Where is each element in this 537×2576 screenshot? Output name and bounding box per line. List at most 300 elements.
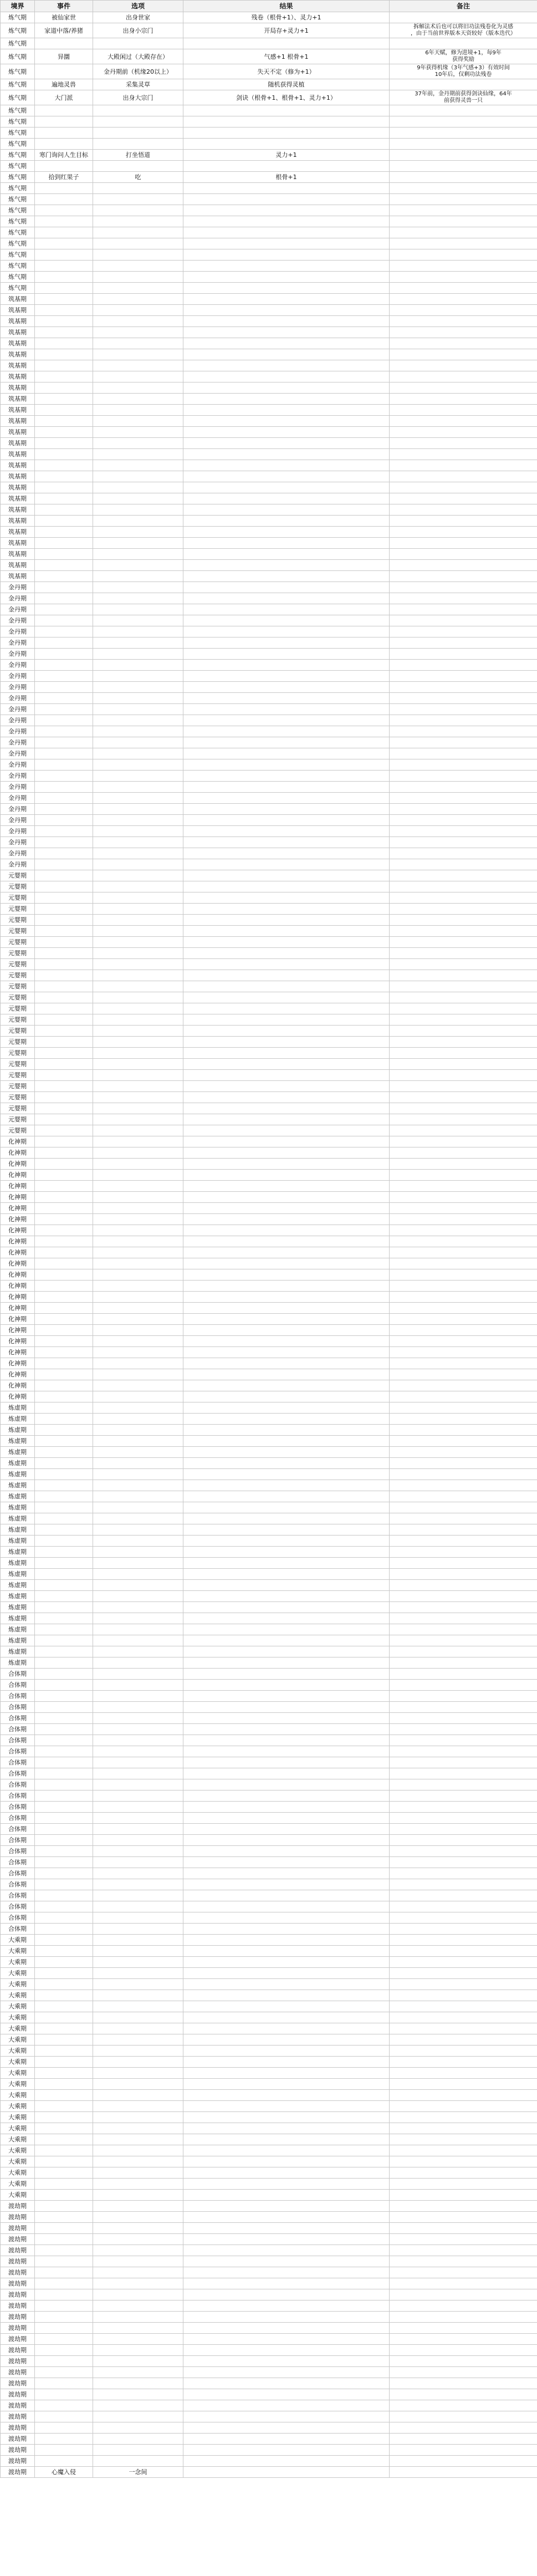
table-row <box>1 2145 537 2156</box>
cell-stage: 合体期 <box>1 1813 35 1824</box>
cell-option <box>93 1414 183 1425</box>
cell-option <box>93 1879 183 1890</box>
cell-note <box>390 2245 537 2256</box>
table-row <box>1 870 537 881</box>
cell-option <box>93 2156 183 2167</box>
cell-stage: 金丹期 <box>1 637 35 649</box>
cell-result <box>183 183 390 194</box>
cell-stage: 大乘期 <box>1 2046 35 2057</box>
cell-result <box>183 460 390 471</box>
cell-note <box>390 1813 537 1824</box>
cell-stage: 渡劫期 <box>1 2356 35 2367</box>
cell-result <box>183 216 390 227</box>
cell-stage: 化神期 <box>1 1325 35 1336</box>
cell-note <box>390 305 537 316</box>
table-row <box>1 1646 537 1657</box>
cell-option <box>93 1724 183 1735</box>
table-row <box>1 2179 537 2190</box>
cell-option <box>93 493 183 504</box>
cell-stage: 渡劫期 <box>1 2300 35 2312</box>
cell-note <box>390 870 537 881</box>
cell-stage: 金丹期 <box>1 793 35 804</box>
cell-result <box>183 1491 390 1502</box>
cell-result <box>183 238 390 249</box>
table-row <box>1 682 537 693</box>
cell-option <box>93 626 183 637</box>
cell-result <box>183 1657 390 1669</box>
table-row <box>1 826 537 837</box>
cell-note <box>390 2112 537 2123</box>
cell-event: 大门派 <box>35 90 93 105</box>
cell-option <box>93 394 183 405</box>
cell-event <box>35 859 93 870</box>
cell-stage: 渡劫期 <box>1 2411 35 2422</box>
table-row <box>1 2057 537 2068</box>
cell-result <box>183 327 390 338</box>
cell-option <box>93 1181 183 1192</box>
cell-option <box>93 2167 183 2179</box>
cell-note <box>390 2134 537 2145</box>
table-row <box>1 460 537 471</box>
cell-event <box>35 1901 93 1912</box>
cell-note <box>390 1657 537 1669</box>
cell-note <box>390 172 537 183</box>
table-row <box>1 981 537 992</box>
cell-result <box>183 2234 390 2245</box>
cell-note <box>390 1591 537 1602</box>
cell-stage: 金丹期 <box>1 671 35 682</box>
cell-note <box>390 1779 537 1791</box>
table-row <box>1 504 537 516</box>
cell-stage: 合体期 <box>1 1802 35 1813</box>
cell-option <box>93 2411 183 2422</box>
cell-event <box>35 2201 93 2212</box>
cell-note <box>390 493 537 504</box>
cell-note <box>390 1857 537 1868</box>
cell-stage: 渡劫期 <box>1 2422 35 2434</box>
cell-event <box>35 1513 93 1524</box>
cell-event: 被仙家世 <box>35 12 93 23</box>
cell-stage: 合体期 <box>1 1757 35 1768</box>
cell-stage: 炼气期 <box>1 183 35 194</box>
cell-note <box>390 1114 537 1125</box>
cell-result <box>183 394 390 405</box>
cell-stage: 元婴期 <box>1 904 35 915</box>
table-row <box>1 327 537 338</box>
cell-stage: 金丹期 <box>1 726 35 737</box>
cell-stage: 大乘期 <box>1 2123 35 2134</box>
cell-stage: 合体期 <box>1 1824 35 1835</box>
cell-stage: 化神期 <box>1 1369 35 1380</box>
cell-stage: 炼虚期 <box>1 1547 35 1558</box>
cell-result <box>183 382 390 394</box>
table-row <box>1 660 537 671</box>
cell-result <box>183 948 390 959</box>
table-row <box>1 79 537 90</box>
cell-event <box>35 2422 93 2434</box>
cell-note <box>390 1003 537 1014</box>
cell-stage: 元婴期 <box>1 1092 35 1103</box>
cell-option <box>93 1901 183 1912</box>
table-row <box>1 937 537 948</box>
cell-result <box>183 1912 390 1924</box>
table-row <box>1 1469 537 1480</box>
table-row <box>1 593 537 604</box>
table-row <box>1 1436 537 1447</box>
cell-stage: 化神期 <box>1 1181 35 1192</box>
cell-stage: 化神期 <box>1 1170 35 1181</box>
cell-event <box>35 305 93 316</box>
cell-event <box>35 1314 93 1325</box>
cell-stage: 元婴期 <box>1 1003 35 1014</box>
cell-event <box>35 416 93 427</box>
cell-note <box>390 1269 537 1281</box>
cell-note <box>390 394 537 405</box>
table-row <box>1 1946 537 1957</box>
table-row <box>1 493 537 504</box>
cell-note <box>390 682 537 693</box>
cell-note <box>390 1402 537 1414</box>
cell-note <box>390 1281 537 1292</box>
cell-option <box>93 482 183 493</box>
table-row <box>1 1502 537 1513</box>
cell-stage: 金丹期 <box>1 748 35 759</box>
cell-option <box>93 1990 183 2001</box>
cell-result <box>183 161 390 172</box>
cell-result <box>183 748 390 759</box>
cell-result <box>183 405 390 416</box>
cell-stage: 金丹期 <box>1 615 35 626</box>
table-row <box>1 2101 537 2112</box>
cell-event <box>35 1414 93 1425</box>
cell-event <box>35 1935 93 1946</box>
cell-option <box>93 2112 183 2123</box>
cell-option <box>93 1536 183 1547</box>
cell-result <box>183 815 390 826</box>
cell-note <box>390 1558 537 1569</box>
cell-stage: 化神期 <box>1 1225 35 1236</box>
cell-result <box>183 582 390 593</box>
cell-result <box>183 926 390 937</box>
cell-result <box>183 283 390 294</box>
cell-option <box>93 2190 183 2201</box>
cell-event <box>35 227 93 238</box>
cell-result <box>183 305 390 316</box>
cell-result <box>183 1979 390 1990</box>
cell-event <box>35 1258 93 1269</box>
cell-event <box>35 2167 93 2179</box>
cell-option <box>93 1314 183 1325</box>
cell-stage: 渡劫期 <box>1 2201 35 2212</box>
cell-stage: 炼虚期 <box>1 1591 35 1602</box>
cell-stage: 金丹期 <box>1 859 35 870</box>
cell-result <box>183 859 390 870</box>
cell-note <box>390 2389 537 2400</box>
table-row <box>1 2234 537 2245</box>
cell-event <box>35 1325 93 1336</box>
cell-option <box>93 1669 183 1680</box>
cell-stage: 化神期 <box>1 1391 35 1402</box>
cell-result <box>183 2167 390 2179</box>
table-row <box>1 1292 537 1303</box>
cell-note <box>390 915 537 926</box>
cell-stage: 金丹期 <box>1 715 35 726</box>
cell-option <box>93 227 183 238</box>
cell-stage: 元婴期 <box>1 948 35 959</box>
table-row <box>1 1236 537 1247</box>
table-row <box>1 970 537 981</box>
table-row <box>1 227 537 238</box>
cell-option <box>93 915 183 926</box>
cell-stage: 炼气期 <box>1 150 35 161</box>
cell-note <box>390 283 537 294</box>
cell-result <box>183 2123 390 2134</box>
cell-event <box>35 2345 93 2356</box>
cell-note <box>390 2312 537 2323</box>
cell-result <box>183 261 390 272</box>
cell-result <box>183 2300 390 2312</box>
cell-option: 出身大宗门 <box>93 90 183 105</box>
cell-note <box>390 626 537 637</box>
cell-result <box>183 1070 390 1081</box>
cell-option <box>93 1059 183 1070</box>
cell-note <box>390 150 537 161</box>
cell-option <box>93 538 183 549</box>
cell-option <box>93 1458 183 1469</box>
cell-result <box>183 2445 390 2456</box>
cell-result <box>183 1702 390 1713</box>
cell-note <box>390 2345 537 2356</box>
cell-result <box>183 1447 390 1458</box>
cell-option <box>93 1136 183 1147</box>
cell-stage: 金丹期 <box>1 604 35 615</box>
cell-result <box>183 870 390 881</box>
cell-result <box>183 249 390 261</box>
cell-stage: 炼虚期 <box>1 1569 35 1580</box>
cell-result <box>183 2312 390 2323</box>
cell-event <box>35 1768 93 1779</box>
table-row <box>1 1613 537 1624</box>
cell-event <box>35 1879 93 1890</box>
cell-stage: 大乘期 <box>1 1957 35 1968</box>
cell-option <box>93 2090 183 2101</box>
cell-option <box>93 815 183 826</box>
cell-stage: 渡劫期 <box>1 2245 35 2256</box>
cell-stage: 元婴期 <box>1 1037 35 1048</box>
cell-event <box>35 1225 93 1236</box>
cell-note <box>390 1979 537 1990</box>
table-row <box>1 1680 537 1691</box>
cell-event <box>35 272 93 283</box>
cell-event <box>35 2378 93 2389</box>
cell-option <box>93 1835 183 1846</box>
cell-option <box>93 1303 183 1314</box>
cell-event <box>35 1857 93 1868</box>
cell-option <box>93 1469 183 1480</box>
cell-option <box>93 1968 183 1979</box>
cell-option <box>93 1491 183 1502</box>
cell-note <box>390 715 537 726</box>
cell-note <box>390 1347 537 1358</box>
cell-event <box>35 1824 93 1835</box>
cell-stage: 大乘期 <box>1 2023 35 2034</box>
cell-result <box>183 904 390 915</box>
cell-note <box>390 1802 537 1813</box>
cell-event <box>35 2134 93 2145</box>
cell-option <box>93 1447 183 1458</box>
table-row <box>1 2300 537 2312</box>
table-row <box>1 2334 537 2345</box>
cell-result <box>183 1502 390 1513</box>
table-row <box>1 516 537 527</box>
cell-stage: 化神期 <box>1 1358 35 1369</box>
header-result: 结果 <box>183 1 390 12</box>
table-row <box>1 2400 537 2411</box>
cell-note <box>390 2445 537 2456</box>
cell-event <box>35 1125 93 1136</box>
cell-note <box>390 1569 537 1580</box>
cell-option <box>93 2323 183 2334</box>
cell-option <box>93 2345 183 2356</box>
cell-note <box>390 649 537 660</box>
cell-note <box>390 992 537 1003</box>
cell-option <box>93 1402 183 1414</box>
cell-option <box>93 1026 183 1037</box>
cell-event <box>35 249 93 261</box>
cell-note <box>390 1491 537 1502</box>
cell-option <box>93 2212 183 2223</box>
cell-result <box>183 1536 390 1547</box>
cell-stage: 炼虚期 <box>1 1646 35 1657</box>
cell-result <box>183 1857 390 1868</box>
cell-result <box>183 1580 390 1591</box>
table-row <box>1 1336 537 1347</box>
cell-result <box>183 615 390 626</box>
cell-event <box>35 2001 93 2012</box>
cell-note <box>390 1547 537 1558</box>
cell-stage: 合体期 <box>1 1713 35 1724</box>
table-row <box>1 172 537 183</box>
cell-stage: 金丹期 <box>1 582 35 593</box>
cell-event <box>35 1580 93 1591</box>
cell-result <box>183 2223 390 2234</box>
table-row <box>1 1979 537 1990</box>
table-row <box>1 626 537 637</box>
cell-result <box>183 1513 390 1524</box>
cell-option <box>93 2378 183 2389</box>
table-row <box>1 1901 537 1912</box>
cell-result <box>183 116 390 127</box>
cell-event <box>35 1458 93 1469</box>
cell-stage: 炼气期 <box>1 172 35 183</box>
cell-stage: 元婴期 <box>1 881 35 892</box>
cell-stage: 渡劫期 <box>1 2467 35 2478</box>
cell-note <box>390 127 537 139</box>
table-row <box>1 338 537 349</box>
table-row <box>1 2289 537 2300</box>
cell-stage: 炼虚期 <box>1 1558 35 1569</box>
cell-stage: 金丹期 <box>1 660 35 671</box>
table-row <box>1 1779 537 1791</box>
cell-event <box>35 2445 93 2456</box>
cell-stage: 合体期 <box>1 1879 35 1890</box>
cell-result <box>183 1026 390 1037</box>
cell-option <box>93 1624 183 1635</box>
cell-option <box>93 1325 183 1336</box>
table-row <box>1 859 537 870</box>
cell-stage: 筑基期 <box>1 493 35 504</box>
cell-event <box>35 2356 93 2367</box>
cell-note <box>390 2212 537 2223</box>
cell-stage: 元婴期 <box>1 1059 35 1070</box>
cell-note <box>390 1214 537 1225</box>
cell-stage: 合体期 <box>1 1680 35 1691</box>
cell-event <box>35 2334 93 2345</box>
cell-event <box>35 1657 93 1669</box>
cell-option <box>93 1791 183 1802</box>
table-row <box>1 1990 537 2001</box>
cell-note <box>390 38 537 49</box>
cell-option <box>93 1048 183 1059</box>
cell-stage: 元婴期 <box>1 992 35 1003</box>
cell-stage: 化神期 <box>1 1380 35 1391</box>
cell-note <box>390 2278 537 2289</box>
table-row <box>1 1026 537 1037</box>
cell-note <box>390 1314 537 1325</box>
cell-result <box>183 194 390 205</box>
table-row <box>1 1037 537 1048</box>
cell-event <box>35 826 93 837</box>
cell-option <box>93 1802 183 1813</box>
cell-note <box>390 948 537 959</box>
cell-stage: 炼气期 <box>1 23 35 38</box>
cell-stage: 合体期 <box>1 1912 35 1924</box>
table-row <box>1 1536 537 1547</box>
table-row <box>1 405 537 416</box>
cell-stage: 炼气期 <box>1 105 35 116</box>
cell-note <box>390 1469 537 1480</box>
cell-event <box>35 2112 93 2123</box>
table-row <box>1 637 537 649</box>
cell-result <box>183 1835 390 1846</box>
cell-event <box>35 804 93 815</box>
cell-note <box>390 238 537 249</box>
cell-note <box>390 1635 537 1646</box>
cell-note <box>390 527 537 538</box>
cell-stage: 渡劫期 <box>1 2312 35 2323</box>
cell-option <box>93 2456 183 2467</box>
cell-stage: 筑基期 <box>1 504 35 516</box>
cell-note <box>390 1580 537 1591</box>
cell-result <box>183 649 390 660</box>
cell-note <box>390 1935 537 1946</box>
cell-event <box>35 471 93 482</box>
cell-note <box>390 382 537 394</box>
cell-stage: 炼气期 <box>1 49 35 64</box>
cell-note <box>390 2323 537 2334</box>
cell-note <box>390 704 537 715</box>
table-row <box>1 1380 537 1391</box>
cell-stage: 大乘期 <box>1 2101 35 2112</box>
table-row <box>1 538 537 549</box>
cell-option <box>93 582 183 593</box>
cell-event <box>35 915 93 926</box>
table-row <box>1 1746 537 1757</box>
cell-result <box>183 1203 390 1214</box>
cell-option <box>93 1336 183 1347</box>
cell-result <box>183 2179 390 2190</box>
cell-result <box>183 1946 390 1957</box>
